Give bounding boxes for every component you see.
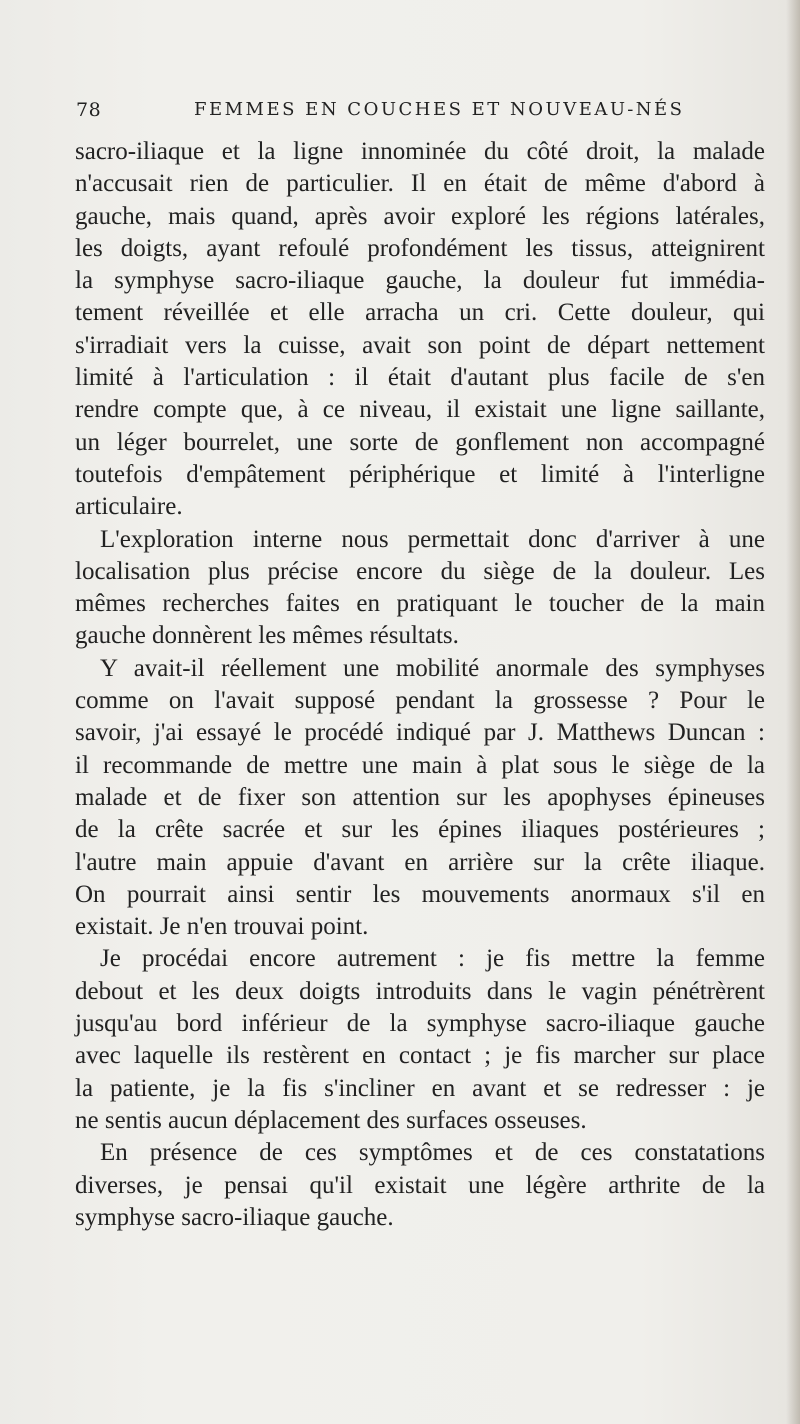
text-line: Y avait-il réellement une mobilité anormale des symphyses [100, 654, 765, 682]
text-line: En présence de ces symptômes et de ces constatations [100, 1139, 765, 1167]
text-line: l'autre main appuie d'avant en arrière sur la crête iliaque. [75, 848, 765, 876]
text-line: n'accusait rien de particulier. Il en était de même d'abord à [75, 170, 765, 198]
text-line: avec laquelle ils restèrent en contact ; je fis marcher sur place [75, 1042, 765, 1070]
text-line: articulaire. [75, 493, 183, 521]
text-line: jusqu'au bord inférieur de la symphyse sacro-iliaque gauche [75, 1010, 765, 1038]
text-line: toutefois d'empâtement périphérique et limité à l'interligne [75, 460, 765, 488]
text-line: mêmes recherches faites en pratiquant le toucher de la main [75, 590, 765, 618]
page-edge-shadow [786, 0, 800, 1424]
text-line: ne sentis aucun déplacement des surfaces osseuses. [75, 1106, 587, 1134]
page-number: 78 [76, 99, 102, 121]
text-line: existait. Je n'en trouvai point. [75, 913, 369, 941]
text-line: la symphyse sacro-iliaque gauche, la douleur fut immédia- [75, 267, 765, 295]
text-line: debout et les deux doigts introduits dans le vagin pénétrèrent [75, 977, 765, 1005]
text-line: comme on l'avait supposé pendant la grossesse ? Pour le [75, 687, 765, 715]
text-line: gauche donnèrent les mêmes résultats. [75, 622, 459, 650]
text-line: limité à l'articulation : il était d'autant plus facile de s'en [75, 364, 765, 392]
body-text [75, 136, 765, 1234]
running-title: FEMMES EN COUCHES ET NOUVEAU-NÉS [194, 99, 685, 120]
text-line: symphyse sacro-iliaque gauche. [75, 1203, 394, 1231]
text-line: tement réveillée et elle arracha un cri. Cette douleur, qui [75, 299, 765, 327]
text-line: savoir, j'ai essayé le procédé indiqué par J. Matthews Duncan : [75, 719, 765, 747]
text-line: localisation plus précise encore du siège de la douleur. Les [75, 557, 765, 585]
text-line: Je procédai encore autrement : je fis mettre la femme [100, 945, 765, 973]
text-line: la patiente, je la fis s'incliner en avant et se redresser : je [75, 1074, 765, 1102]
text-line: s'irradiait vers la cuisse, avait son point de départ nettement [75, 331, 765, 359]
text-line: il recommande de mettre une main à plat sous le siège de la [75, 751, 765, 779]
text-line: rendre compte que, à ce niveau, il existait une ligne saillante, [75, 396, 765, 424]
text-line: sacro-iliaque et la ligne innominée du côté droit, la malade [75, 138, 765, 165]
text-line: un léger bourrelet, une sorte de gonflement non accompagné [75, 428, 765, 456]
text-line: malade et de fixer son attention sur les apophyses épineuses [75, 783, 765, 811]
text-line: L'exploration interne nous permettait donc d'arriver à une [100, 525, 765, 553]
text-line: gauche, mais quand, après avoir exploré les régions latérales, [75, 202, 765, 230]
text-line: diverses, je pensai qu'il existait une légère arthrite de la [75, 1171, 765, 1199]
text-line: On pourrait ainsi sentir les mouvements anormaux s'il en [75, 880, 765, 908]
page-header [76, 99, 685, 129]
text-line: de la crête sacrée et sur les épines iliaques postérieures ; [75, 816, 765, 844]
text-line: les doigts, ayant refoulé profondément les tissus, atteignirent [75, 234, 765, 262]
